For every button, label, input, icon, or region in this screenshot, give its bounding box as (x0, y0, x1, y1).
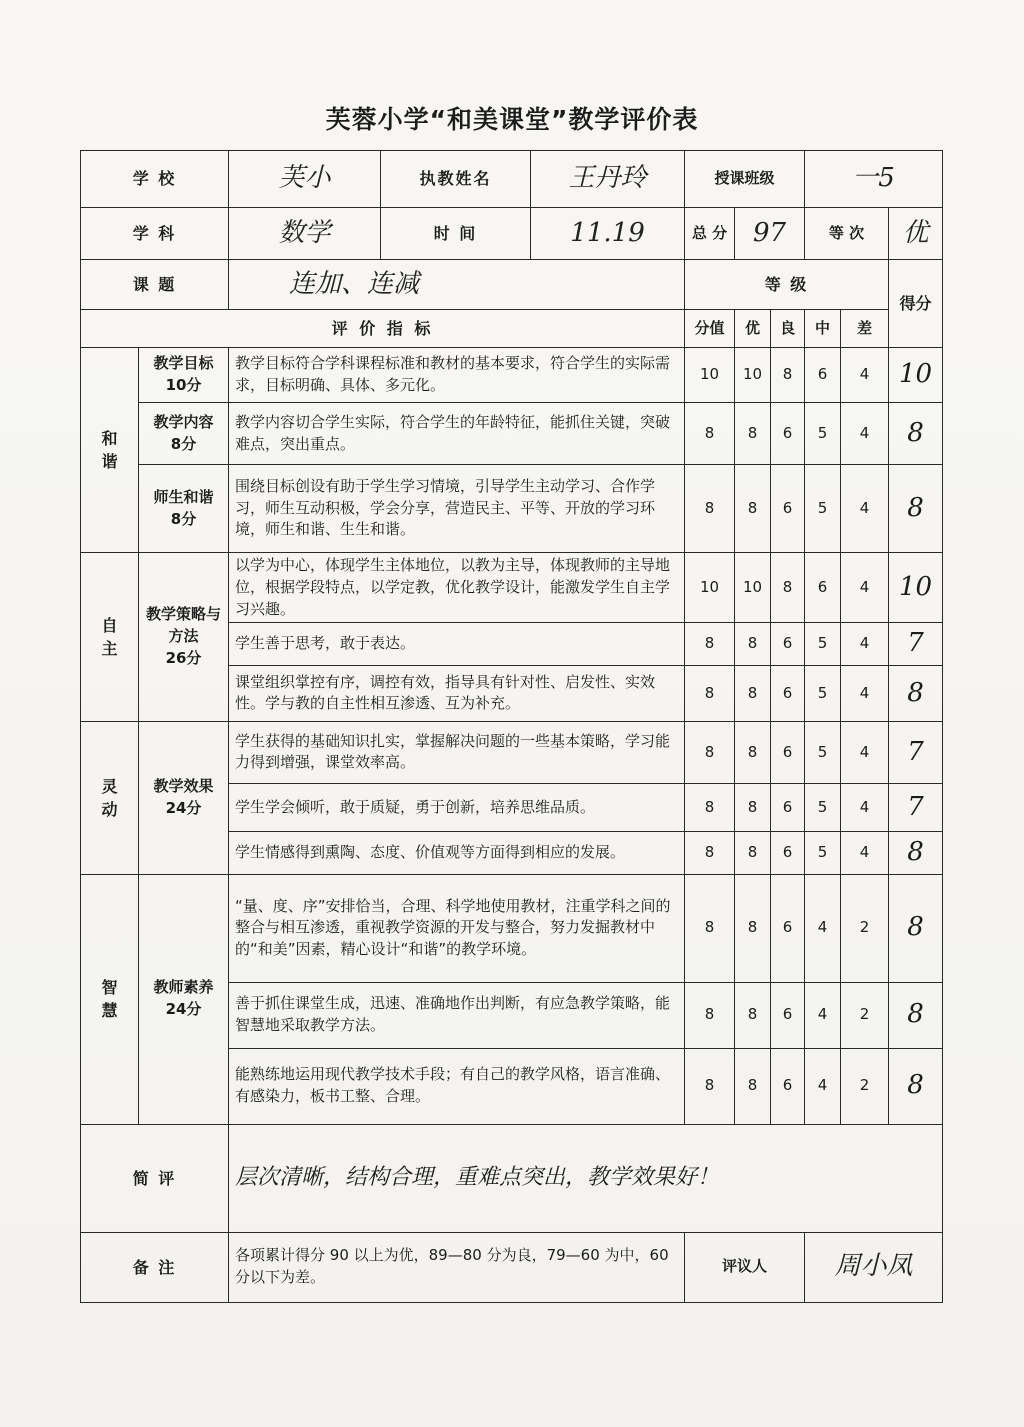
criteria-group-points: 26分 (165, 648, 202, 667)
points-value: 8 (685, 874, 735, 982)
points-value: 8 (685, 403, 735, 465)
points-value: 8 (685, 1048, 735, 1124)
fair-value: 5 (805, 465, 841, 553)
category-name: 自 主 (81, 553, 139, 722)
class-label: 授课班级 (685, 151, 805, 208)
poor-value: 4 (841, 553, 889, 623)
criteria-row (81, 465, 943, 553)
col-excellent: 优 (735, 310, 771, 348)
poor-value: 2 (841, 982, 889, 1048)
poor-value: 4 (841, 403, 889, 465)
fair-value: 6 (805, 553, 841, 623)
poor-value: 4 (841, 348, 889, 403)
good-value: 6 (771, 831, 805, 874)
criteria-description: 以学为中心，体现学生主体地位，以教为主导，体现教师的主导地位，根据学段特点，以学定教，优化教学设计，能激发学生自主学习兴趣。 (229, 553, 685, 623)
poor-value: 4 (841, 665, 889, 721)
good-value: 6 (771, 403, 805, 465)
awarded-score: 7 (889, 721, 943, 783)
good-value: 6 (771, 783, 805, 831)
awarded-score: 10 (889, 348, 943, 403)
criteria-description: 围绕目标创设有助于学生学习情境，引导学生主动学习、合作学习，师生互动积极，学会分享，营造民主、平等、开放的学习环境，师生和谐、生生和谐。 (229, 465, 685, 553)
indicator-label: 评 价 指 标 (81, 310, 685, 348)
good-value: 6 (771, 465, 805, 553)
awarded-score: 7 (889, 783, 943, 831)
fair-value: 5 (805, 721, 841, 783)
points-value: 8 (685, 465, 735, 553)
subject-value: 数学 (229, 208, 381, 260)
score-label: 得分 (889, 260, 943, 348)
criteria-description: 善于抓住课堂生成，迅速、准确地作出判断，有应急教学策略，能智慧地采取教学方法。 (229, 982, 685, 1048)
criteria-group (139, 465, 229, 553)
excellent-value: 8 (735, 783, 771, 831)
total-label: 总 分 (685, 208, 735, 260)
awarded-score: 8 (889, 874, 943, 982)
points-value: 8 (685, 982, 735, 1048)
criteria-description: 学生获得的基础知识扎实，掌握解决问题的一些基本策略，学习能力得到增强，课堂效率高。 (229, 721, 685, 783)
criteria-group (139, 721, 229, 874)
criteria-group (139, 874, 229, 1124)
school-label: 学 校 (81, 151, 229, 208)
criteria-description: “量、度、序”安排恰当，合理、科学地使用教材，注重学科之间的整合与相互渗透，重视教学资源的开发与整合，努力发掘教材中的“和美”因素，精心设计“和谐”的教学环境。 (229, 874, 685, 982)
note-text: 各项累计得分 90 以上为优，89—80 分为良，79—60 为中，60 分以下为差。 (229, 1232, 685, 1302)
total-value: 97 (735, 208, 805, 260)
poor-value: 4 (841, 623, 889, 666)
subject-label: 学 科 (81, 208, 229, 260)
form-title: 芙蓉小学“和美课堂”教学评价表 (325, 105, 699, 134)
fair-value: 5 (805, 831, 841, 874)
criteria-row (81, 348, 943, 403)
rank-label: 等 次 (805, 208, 889, 260)
topic-value: 连加、连减 (229, 260, 685, 310)
criteria-group-name: 教学内容 (153, 412, 214, 431)
criteria-group-name: 师生和谐 (153, 487, 214, 506)
awarded-score: 8 (889, 465, 943, 553)
awarded-score: 8 (889, 982, 943, 1048)
criteria-row (81, 721, 943, 783)
criteria-group-points: 24分 (165, 1000, 202, 1019)
criteria-description: 教学内容切合学生实际，符合学生的年龄特征，能抓住关键，突破难点，突出重点。 (229, 403, 685, 465)
reviewer-label: 评议人 (685, 1232, 805, 1302)
grade-label: 等 级 (685, 260, 889, 310)
criteria-description: 学生善于思考，敢于表达。 (229, 623, 685, 666)
excellent-value: 8 (735, 465, 771, 553)
poor-value: 4 (841, 465, 889, 553)
fair-value: 5 (805, 403, 841, 465)
excellent-value: 8 (735, 982, 771, 1048)
category-name: 和 谐 (81, 348, 139, 553)
points-value: 10 (685, 553, 735, 623)
fair-value: 4 (805, 1048, 841, 1124)
criteria-group-points: 8分 (170, 509, 197, 528)
excellent-value: 8 (735, 623, 771, 666)
category-name: 智 慧 (81, 874, 139, 1124)
criteria-description: 课堂组织掌控有序，调控有效，指导具有针对性、启发性、实效性。学与教的自主性相互渗透、互为补充。 (229, 665, 685, 721)
criteria-group-points: 10分 (165, 376, 202, 394)
criteria-row (81, 403, 943, 465)
class-value: 一5 (805, 151, 943, 208)
points-value: 8 (685, 623, 735, 666)
teacher-label: 执教姓名 (381, 151, 531, 208)
awarded-score: 8 (889, 403, 943, 465)
comment-text: 层次清晰，结构合理，重难点突出，教学效果好！ (229, 1124, 943, 1232)
criteria-group (139, 348, 229, 403)
criteria-description: 能熟练地运用现代教学技术手段；有自己的教学风格，语言准确、有感染力，板书工整、合理。 (229, 1048, 685, 1124)
good-value: 6 (771, 623, 805, 666)
points-value: 8 (685, 665, 735, 721)
excellent-value: 10 (735, 348, 771, 403)
excellent-value: 8 (735, 831, 771, 874)
good-value: 6 (771, 1048, 805, 1124)
fair-value: 6 (805, 348, 841, 403)
note-label: 备 注 (81, 1232, 229, 1302)
category-name: 灵 动 (81, 721, 139, 874)
excellent-value: 8 (735, 1048, 771, 1124)
good-value: 6 (771, 721, 805, 783)
topic-label: 课 题 (81, 260, 229, 310)
criteria-group-name: 教学目标 (153, 354, 214, 373)
good-value: 8 (771, 348, 805, 403)
criteria-description: 教学目标符合学科课程标准和教材的基本要求，符合学生的实际需求，目标明确、具体、多元化。 (229, 348, 685, 403)
points-value: 8 (685, 831, 735, 874)
criteria-description: 学生学会倾听，敢于质疑，勇于创新，培养思维品质。 (229, 783, 685, 831)
excellent-value: 8 (735, 665, 771, 721)
excellent-value: 8 (735, 874, 771, 982)
awarded-score: 8 (889, 1048, 943, 1124)
col-poor: 差 (841, 310, 889, 348)
fair-value: 4 (805, 982, 841, 1048)
points-value: 8 (685, 783, 735, 831)
awarded-score: 7 (889, 623, 943, 666)
criteria-group-name: 教学效果 (153, 777, 214, 796)
comment-label: 简 评 (81, 1124, 229, 1232)
poor-value: 4 (841, 721, 889, 783)
col-fair: 中 (805, 310, 841, 348)
criteria-group (139, 403, 229, 465)
fair-value: 5 (805, 665, 841, 721)
fair-value: 4 (805, 874, 841, 982)
evaluation-table (80, 150, 943, 1303)
time-value: 11.19 (531, 208, 685, 260)
poor-value: 2 (841, 1048, 889, 1124)
criteria-group-name: 教学策略与方法 (146, 605, 222, 646)
poor-value: 4 (841, 783, 889, 831)
good-value: 8 (771, 553, 805, 623)
criteria-row (81, 874, 943, 982)
excellent-value: 8 (735, 721, 771, 783)
awarded-score: 8 (889, 831, 943, 874)
criteria-group-points: 24分 (165, 798, 202, 817)
criteria-group (139, 553, 229, 722)
rank-value: 优 (889, 208, 943, 260)
criteria-group-name: 教师素养 (153, 978, 214, 997)
fair-value: 5 (805, 623, 841, 666)
poor-value: 4 (841, 831, 889, 874)
awarded-score: 10 (889, 553, 943, 623)
points-value: 8 (685, 721, 735, 783)
criteria-group-points: 8分 (170, 434, 197, 453)
criteria-description: 学生情感得到熏陶、态度、价值观等方面得到相应的发展。 (229, 831, 685, 874)
excellent-value: 10 (735, 553, 771, 623)
excellent-value: 8 (735, 403, 771, 465)
criteria-row (81, 553, 943, 623)
awarded-score: 8 (889, 665, 943, 721)
good-value: 6 (771, 665, 805, 721)
time-label: 时 间 (381, 208, 531, 260)
col-good: 良 (771, 310, 805, 348)
col-points: 分值 (685, 310, 735, 348)
good-value: 6 (771, 874, 805, 982)
poor-value: 2 (841, 874, 889, 982)
fair-value: 5 (805, 783, 841, 831)
reviewer-signature: 周小凤 (805, 1232, 943, 1302)
school-value: 芙小 (229, 151, 381, 208)
points-value: 10 (685, 348, 735, 403)
teacher-value: 王丹玲 (531, 151, 685, 208)
good-value: 6 (771, 982, 805, 1048)
